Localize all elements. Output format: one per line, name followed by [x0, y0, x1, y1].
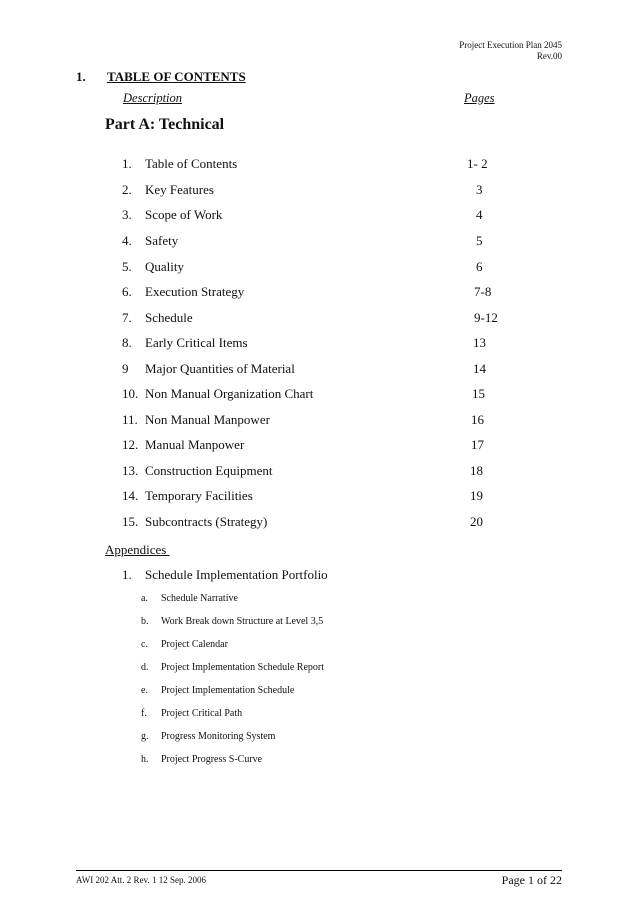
page-number: Page 1 of 22 [501, 873, 562, 887]
column-header-description: Description [123, 91, 183, 105]
section-title: TABLE OF CONTENTS [107, 69, 246, 84]
header-title: Project Execution Plan 2045 [459, 40, 562, 50]
toc-label: Key Features [145, 182, 214, 197]
toc-label: Execution Strategy [145, 284, 245, 299]
toc-pages: 18 [470, 463, 483, 478]
toc-pages: 19 [470, 488, 483, 503]
toc-pages: 13 [473, 335, 486, 350]
subitem-label: Project Critical Path [161, 708, 243, 719]
toc-label: Safety [145, 233, 179, 248]
toc-pages: 5 [476, 233, 483, 248]
toc-number: 3. [122, 207, 132, 222]
toc-label: Table of Contents [145, 156, 238, 171]
subitem-label: Project Implementation Schedule Report [161, 662, 325, 673]
toc-label: Scope of Work [145, 207, 223, 222]
toc-number: 10. [122, 386, 139, 401]
subitem-label: Project Calendar [161, 639, 228, 650]
toc-number: 15. [122, 514, 139, 529]
toc-number: 5. [122, 259, 132, 274]
toc-pages: 4 [476, 207, 483, 222]
toc-pages: 9-12 [474, 310, 498, 325]
toc-number: 9 [122, 361, 129, 376]
toc-label: Temporary Facilities [145, 488, 253, 503]
toc-pages: 17 [471, 437, 484, 452]
toc-pages: 20 [470, 514, 483, 529]
toc-label: Schedule [145, 310, 193, 325]
toc-pages: 14 [473, 361, 486, 376]
toc-number: 12. [122, 437, 139, 452]
toc-pages: 3 [476, 182, 483, 197]
toc-pages: 16 [471, 412, 484, 427]
toc-label: Quality [145, 259, 184, 274]
toc-number: 6. [122, 284, 132, 299]
subitem-label: Project Implementation Schedule [161, 685, 295, 696]
toc-number: 4. [122, 233, 132, 248]
subitem-letter: c. [141, 639, 148, 650]
part-a-title: Part A: Technical [105, 116, 225, 133]
header-revision: Rev.00 [536, 51, 562, 61]
toc-number: 1. [122, 156, 132, 171]
appendices-heading: Appendices [105, 542, 170, 557]
column-header-pages: Pages [464, 91, 495, 105]
footer-document-ref: AWI 202 Att. 2 Rev. 1 12 Sep. 2006 [76, 875, 206, 885]
subitem-label: Schedule Narrative [161, 593, 238, 604]
toc-pages: 15 [472, 386, 485, 401]
section-number: 1. [76, 69, 86, 84]
toc-label: Early Critical Items [145, 335, 248, 350]
subitem-letter: d. [141, 662, 149, 673]
subitem-letter: g. [141, 731, 149, 742]
subitem-letter: f. [141, 708, 147, 719]
toc-pages: 6 [476, 259, 483, 274]
subitem-label: Project Progress S-Curve [161, 754, 263, 765]
subitem-letter: a. [141, 593, 148, 604]
subitem-label: Progress Monitoring System [161, 731, 276, 742]
toc-number: 13. [122, 463, 139, 478]
appendix-label: Schedule Implementation Portfolio [145, 567, 328, 582]
toc-pages: 7-8 [474, 284, 492, 299]
toc-label: Manual Manpower [145, 437, 245, 452]
toc-number: 11. [122, 412, 138, 427]
toc-pages: 1- 2 [467, 156, 488, 171]
subitem-label: Work Break down Structure at Level 3,5 [161, 616, 324, 627]
toc-label: Construction Equipment [145, 463, 273, 478]
toc-number: 2. [122, 182, 132, 197]
subitem-letter: e. [141, 685, 148, 696]
subitem-letter: b. [141, 616, 149, 627]
appendix-number: 1. [122, 567, 132, 582]
toc-label: Non Manual Organization Chart [145, 386, 314, 401]
toc-number: 7. [122, 310, 132, 325]
footer-divider [76, 870, 562, 871]
subitem-letter: h. [141, 754, 149, 765]
toc-label: Major Quantities of Material [145, 361, 295, 376]
toc-label: Non Manual Manpower [145, 412, 270, 427]
toc-number: 8. [122, 335, 132, 350]
toc-label: Subcontracts (Strategy) [145, 514, 268, 529]
toc-number: 14. [122, 488, 139, 503]
